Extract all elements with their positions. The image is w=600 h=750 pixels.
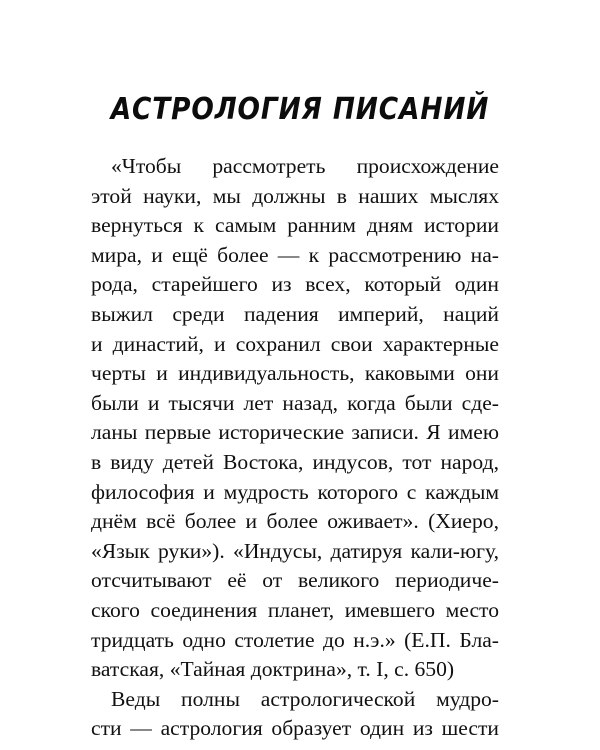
text-line: «Чтобы рассмотреть происхождение [111,154,499,178]
text-line: рода, старейшего из всех, который один [91,272,499,297]
text-line: ватская, «Тайная доктрина», т. I, с. 650) [91,657,455,682]
text-line: в виду детей Востока, индусов, тот народ, [91,449,499,474]
text-line: этой науки, мы должны в наших мыслях [91,183,499,208]
text-line: ланы первые исторические записи. Я имею [91,420,499,445]
text-line: «Язык руки»). «Индусы, датируя кали-югу, [91,538,499,563]
text-line: черты и индивидуальность, каковыми они [91,361,499,386]
text-line: выжил среди падения империй, наций [91,301,499,326]
text-line: тридцать одно столетие до н.э.» (Е.П. Бла- [91,627,499,652]
text-line: философия и мудрость которого с каждым [91,479,499,504]
chapter-heading: АСТРОЛОГИЯ ПИСАНИЙ [110,92,490,127]
text-line: днём всё более и более оживает». (Хиеро, [91,509,499,534]
body-text [91,152,499,744]
text-line: мира, и ещё более — к рассмотрению на- [91,242,499,267]
text-line: Веды полны астрологической мудро- [111,686,499,711]
text-line: вернуться к самым ранним дням истории [91,213,499,238]
text-line: сти — астрология образует один из шести [91,716,499,741]
text-line: ского соединения планет, имевшего место [91,597,499,622]
text-line: и династий, и сохранил свои характерные [91,331,499,356]
text-line: отсчитывают её от великого периодиче- [91,568,499,593]
text-line: были и тысячи лет назад, когда были сде- [91,390,499,415]
